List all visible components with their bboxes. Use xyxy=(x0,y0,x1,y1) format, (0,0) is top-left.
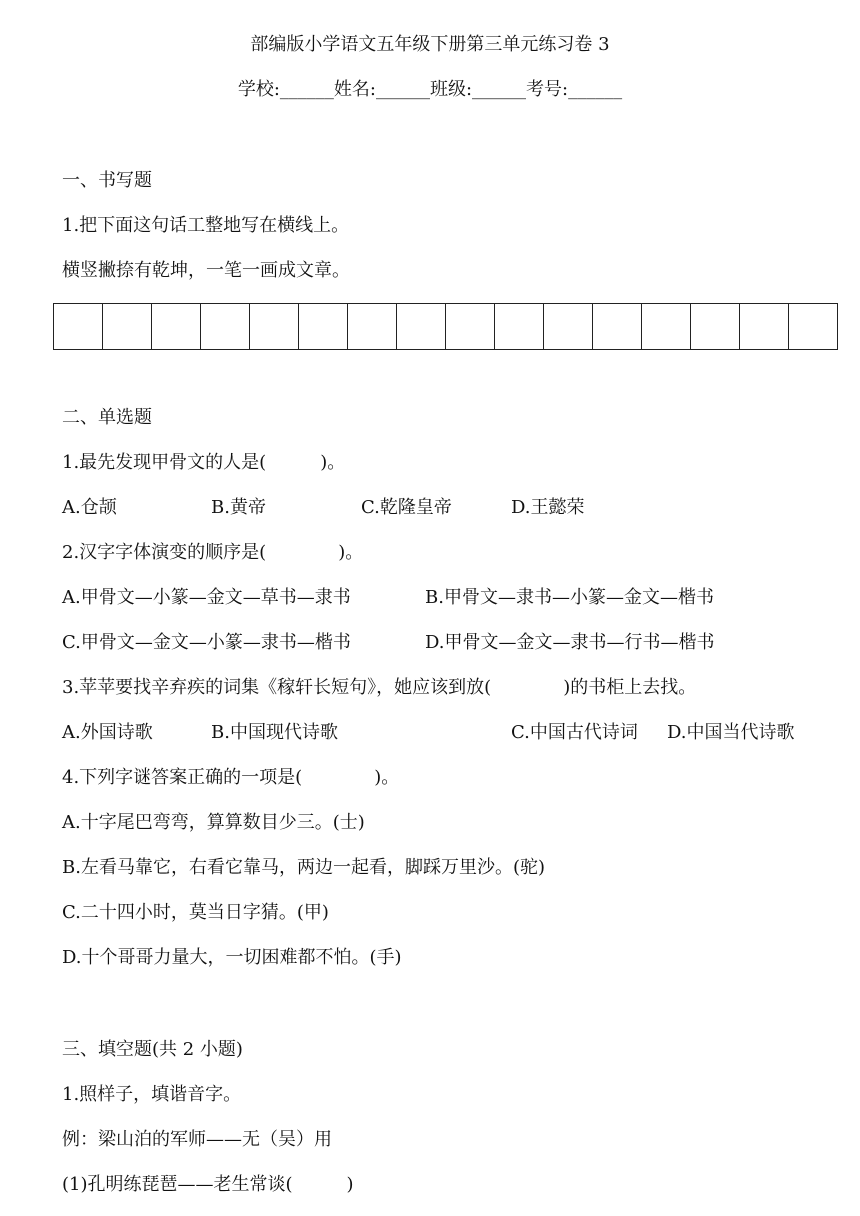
page-title: 部编版小学语文五年级下册第三单元练习卷 3 xyxy=(250,34,610,55)
writing-cell[interactable] xyxy=(397,304,446,349)
writing-cell[interactable] xyxy=(201,304,250,349)
question-text: 1.照样子，填谐音字。 xyxy=(62,1084,242,1105)
writing-cell[interactable] xyxy=(593,304,642,349)
option-d[interactable]: D.中国当代诗歌 xyxy=(667,722,795,743)
writing-grid xyxy=(53,303,838,350)
writing-cell[interactable] xyxy=(446,304,495,349)
question-2-stem: 2.汉字字体演变的顺序是( )。 xyxy=(62,542,364,563)
writing-cell[interactable] xyxy=(691,304,740,349)
option-b[interactable]: B.黄帝 xyxy=(211,497,266,518)
writing-cell[interactable] xyxy=(642,304,691,349)
option-b[interactable]: B.左看马靠它，右看它靠马，两边一起看，脚踩万里沙。(驼) xyxy=(62,857,545,878)
option-d[interactable]: D.王懿荣 xyxy=(511,497,585,518)
section-heading-writing: 一、书写题 xyxy=(62,170,152,191)
writing-cell[interactable] xyxy=(54,304,103,349)
question-text: 1.把下面这句话工整地写在横线上。 xyxy=(62,215,350,236)
writing-cell[interactable] xyxy=(299,304,348,349)
option-d[interactable]: D.十个哥哥力量大，一切困难都不怕。(手) xyxy=(62,947,402,968)
writing-cell[interactable] xyxy=(544,304,593,349)
option-a[interactable]: A.外国诗歌 xyxy=(62,722,153,743)
section-heading-fill-blank: 三、填空题(共 2 小题) xyxy=(62,1039,243,1060)
writing-cell[interactable] xyxy=(152,304,201,349)
option-a[interactable]: A.甲骨文—小篆—金文—草书—隶书 xyxy=(62,587,351,608)
option-d[interactable]: D.甲骨文—金文—隶书—行书—楷书 xyxy=(425,632,715,653)
option-b[interactable]: B.中国现代诗歌 xyxy=(211,722,338,743)
question-4-stem: 4.下列字谜答案正确的一项是( )。 xyxy=(62,767,400,788)
option-b[interactable]: B.甲骨文—隶书—小篆—金文—楷书 xyxy=(425,587,714,608)
writing-cell[interactable] xyxy=(789,304,837,349)
option-c[interactable]: C.乾隆皇帝 xyxy=(361,497,452,518)
section-heading-single-choice: 二、单选题 xyxy=(62,407,152,428)
student-info-line: 学校:______姓名:______班级:______考号:______ xyxy=(237,79,623,100)
option-c[interactable]: C.二十四小时，莫当日字猜。(甲) xyxy=(62,902,329,923)
example-text: 例：梁山泊的军师——无（吴）用 xyxy=(62,1129,332,1150)
writing-cell[interactable] xyxy=(103,304,152,349)
fill-item-1: (1)孔明练琵琶——老生常谈( ) xyxy=(62,1174,354,1195)
option-c[interactable]: C.甲骨文—金文—小篆—隶书—楷书 xyxy=(62,632,351,653)
writing-cell[interactable] xyxy=(348,304,397,349)
writing-cell[interactable] xyxy=(495,304,544,349)
writing-cell[interactable] xyxy=(250,304,299,349)
copy-sentence: 横竖撇捺有乾坤，一笔一画成文章。 xyxy=(62,260,350,281)
option-a[interactable]: A.十字尾巴弯弯，算算数目少三。(士) xyxy=(62,812,365,833)
option-a[interactable]: A.仓颉 xyxy=(62,497,117,518)
option-c[interactable]: C.中国古代诗词 xyxy=(511,722,638,743)
writing-cell[interactable] xyxy=(740,304,789,349)
question-1-stem: 1.最先发现甲骨文的人是( )。 xyxy=(62,452,346,473)
question-3-stem: 3.苹苹要找辛弃疾的词集《稼轩长短句》，她应该到放( )的书柜上去找。 xyxy=(62,677,697,698)
